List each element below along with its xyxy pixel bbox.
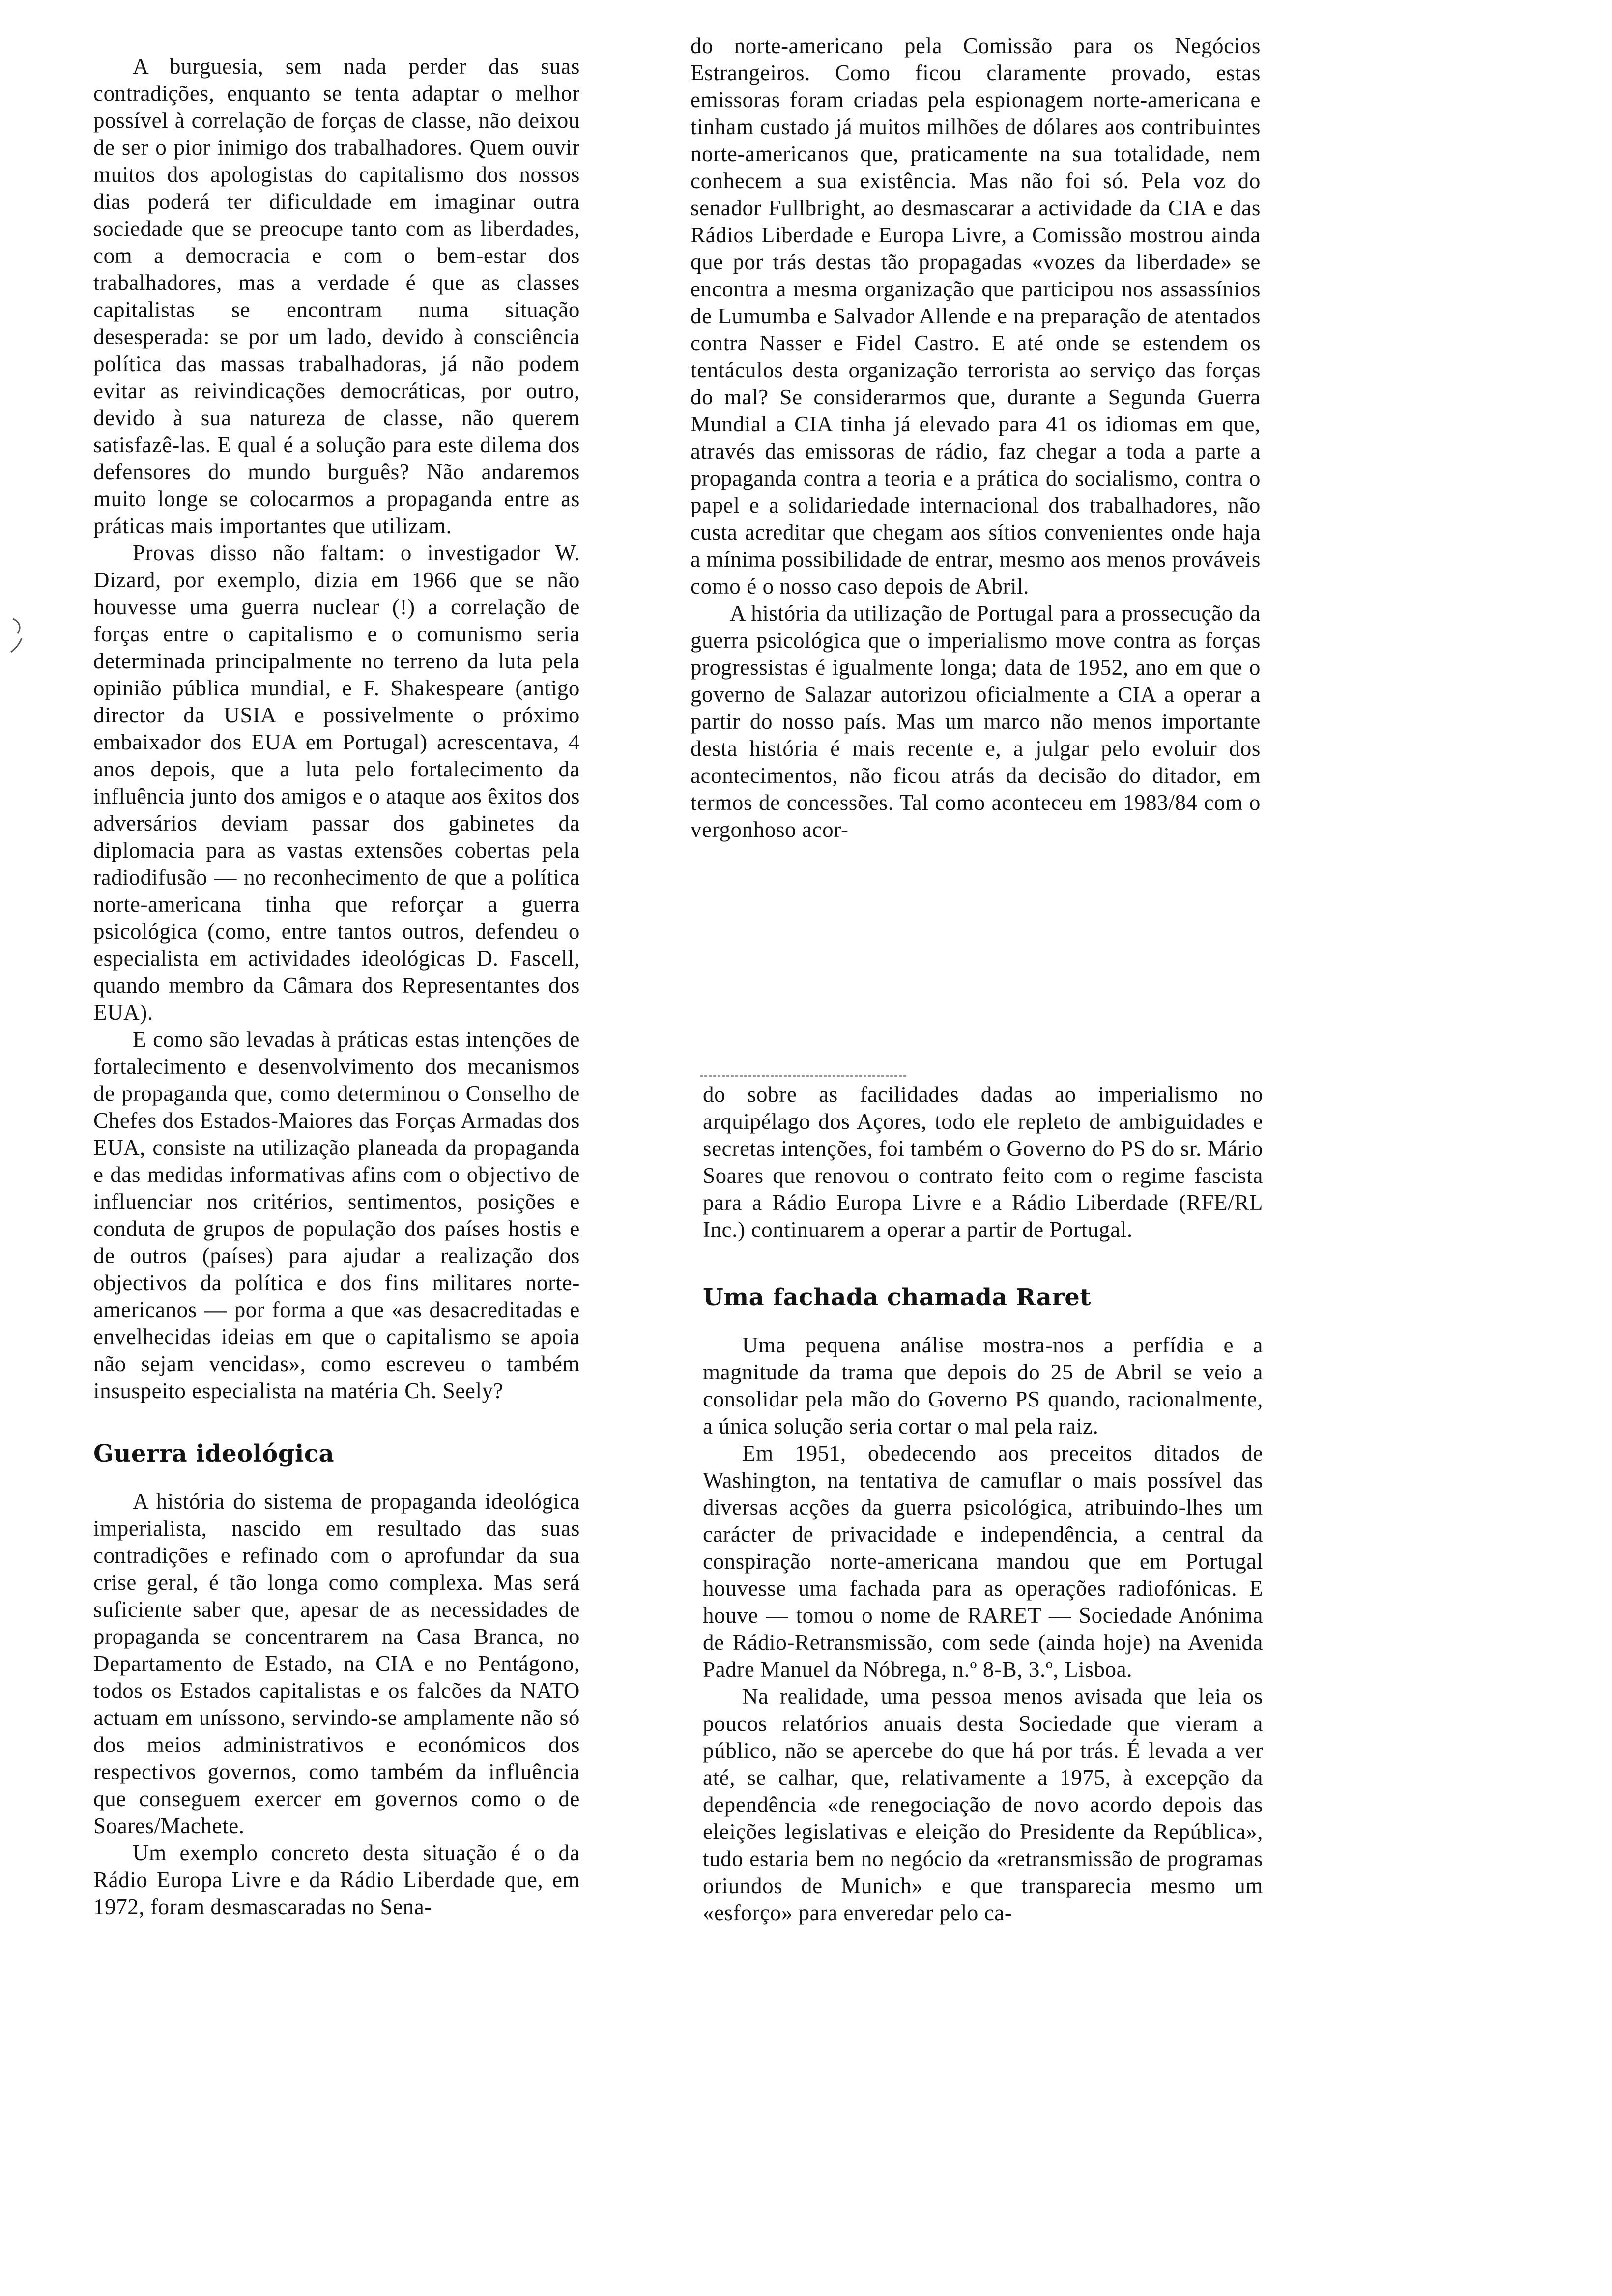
left-column bbox=[93, 53, 580, 1921]
paragraph: Uma pequena análise mostra-nos a perfídia e a magnitude da trama que depois do 25 de Abril se veio a consolidar pela mão do Governo PS quando, racionalmente, a única solução seria cortar o mal pela raiz. bbox=[703, 1333, 1263, 1438]
paragraph: Na realidade, uma pessoa menos avisada que leia os poucos relatórios anuais desta Sociedade que vieram a público, não se apercebe do que há por trás. É levada a ver até, se calhar, que, relativamente a 1975, à excepção da dependência «de renegociação de novo acordo depois das eleições legislativas e eleição do Presidente da República», tudo estaria bem no negócio da «retransmissão de programas oriundos de Munich» e que transparecia mesmo um «esforço» para enveredar pelo ca- bbox=[703, 1684, 1263, 1925]
section-heading: Uma fachada chamada Raret bbox=[703, 1284, 1091, 1311]
paragraph: A história do sistema de propaganda ideológica imperialista, nascido em resultado das suas contradições e refinado com o aprofundar da sua crise geral, é tão longa como complexa. Mas será suficiente saber que, apesar de as necessidades de propaganda se concentrarem na Casa Branca, no Departamento de Estado, na CIA e no Pentágono, todos os Estados capitalistas e os falcões da NATO actuam em uníssono, servindo-se amplamente não só dos meios administrativos e económicos dos respectivos governos, como também da influência que conseguem exercer em governos como o de Soares/Machete. bbox=[93, 1489, 580, 1838]
right-column-bottom bbox=[703, 1081, 1263, 1926]
paragraph: A história da utilização de Portugal para a prossecução da guerra psicológica que o imperialismo move contra as forças progressistas é igualmente longa; data de 1952, ano em que o governo de Salazar autorizou oficialmente a CIA a operar a partir do nosso país. Mas um marco não menos importante desta história é mais recente e, a julgar pelo evoluir dos acontecimentos, não ficou atrás da decisão do ditador, em termos de concessões. Tal como aconteceu em 1983/84 com o vergonhoso acor- bbox=[691, 601, 1261, 842]
paragraph: Um exemplo concreto desta situação é o da Rádio Europa Livre e da Rádio Liberdade que, em 1972, foram desmascaradas no Sena- bbox=[93, 1840, 580, 1919]
paragraph-continuation: do norte-americano pela Comissão para os Negócios Estrangeiros. Como ficou claramente provado, estas emissoras foram criadas pela espionagem norte-americana e tinham custado já muitos milhões de dólares aos contribuintes norte-americanos que, praticamente na sua totalidade, nem conhecem a sua existência. Mas não foi só. Pela voz do senador Fullbright, ao desmascarar a actividade da CIA e das Rádios Liberdade e Europa Livre, a Comissão mostrou ainda que por trás destas tão propagadas «vozes da liberdade» se encontra a mesma organização que participou nos assassínios de Lumumba e Salvador Allende e na preparação de atentados contra Nasser e Fidel Castro. E até onde se estendem os tentáculos desta organização terrorista ao serviço das forças do mal? Se considerarmos que, durante a Segunda Guerra Mundial a CIA tinha já elevado para 41 os idiomas em que, através das emissoras de rádio, faz chegar a toda a parte a propaganda contra a teoria e a prática do socialismo, contra o papel e a solidariedade internacional dos trabalhadores, não custa acreditar que chegam aos sítios convenientes onde haja a mínima possibilidade de entrar, mesmo aos menos prováveis como é o nosso caso depois de Abril. bbox=[691, 33, 1261, 599]
paragraph: E como são levadas à práticas estas intenções de fortalecimento e desenvolvimento dos mecanismos de propaganda que, como determinou o Conselho de Chefes dos Estados-Maiores das Forças Armadas dos EUA, consiste na utilização planeada da propaganda e das medidas informativas afins com o objectivo de influenciar nos critérios, sentimentos, posições e conduta de grupos de população dos países hostis e de outros (países) para ajudar a realização dos objectivos da política e dos fins militares norte-americanos — por forma a que «as desacreditadas e envelhecidas ideias em que o capitalismo se apoia não sejam vencidas», como escreveu o também insuspeito especialista na matéria Ch. Seely? bbox=[93, 1027, 580, 1403]
right-column-top bbox=[691, 32, 1261, 843]
paragraph: Provas disso não faltam: o investigador W. Dizard, por exemplo, dizia em 1966 que se não houvesse uma guerra nuclear (!) a correlação de forças entre o capitalismo e o comunismo seria determinada principalmente no terreno da luta pela opinião pública mundial, e F. Shakespeare (antigo director da USIA e possivelmente o próximo embaixador dos EUA em Portugal) acrescentava, 4 anos depois, que a luta pelo fortalecimento da influência junto dos amigos e o ataque aos êxitos dos adversários deviam passar dos gabinetes da diplomacia para as vastas extensões cobertas pela radiodifusão — no reconhecimento de que a política norte-americana tinha que reforçar a guerra psicológica (como, entre tantos outros, defendeu o especialista em actividades ideológicas D. Fascell, quando membro da Câmara dos Representantes dos EUA). bbox=[93, 541, 580, 1025]
margin-pen-mark bbox=[9, 617, 29, 656]
section-heading: Guerra ideológica bbox=[93, 1440, 335, 1467]
fold-divider bbox=[700, 1075, 906, 1077]
paragraph: A burguesia, sem nada perder das suas contradições, enquanto se tenta adaptar o melhor possível à correlação de forças de classe, não deixou de ser o pior inimigo dos trabalhadores. Quem ouvir muitos dos apologistas do capitalismo dos nossos dias poderá ter dificuldade em imaginar outra sociedade que se preocupe tanto com as liberdades, com a democracia e com o bem-estar dos trabalhadores, mas a verdade é que as classes capitalistas se encontram numa situação desesperada: se por um lado, devido à consciência política das massas trabalhadoras, já não podem evitar as reivindicações democráticas, por outro, devido à sua natureza de classe, não querem satisfazê-las. E qual é a solução para este dilema dos defensores do mundo burguês? Não andaremos muito longe se colocarmos a propaganda entre as práticas mais importantes que utilizam. bbox=[93, 54, 580, 538]
paragraph: Em 1951, obedecendo aos preceitos ditados de Washington, na tentativa de camuflar o mais possível das diversas acções da guerra psicológica, atribuindo-lhes um carácter de privacidade e independência, a central da conspiração norte-americana mandou que em Portugal houvesse uma fachada para as operações radiofónicas. E houve — tomou o nome de RARET — Sociedade Anónima de Rádio-Retransmissão, com sede (ainda hoje) na Avenida Padre Manuel da Nóbrega, n.º 8-B, 3.º, Lisboa. bbox=[703, 1441, 1263, 1682]
paragraph-continuation: do sobre as facilidades dadas ao imperialismo no arquipélago dos Açores, todo ele repleto de ambiguidades e secretas intenções, foi também o Governo do PS do sr. Mário Soares que renovou o contrato feito com o regime fascista para a Rádio Europa Livre e a Rádio Liberdade (RFE/RL Inc.) continuarem a operar a partir de Portugal. bbox=[703, 1082, 1263, 1242]
